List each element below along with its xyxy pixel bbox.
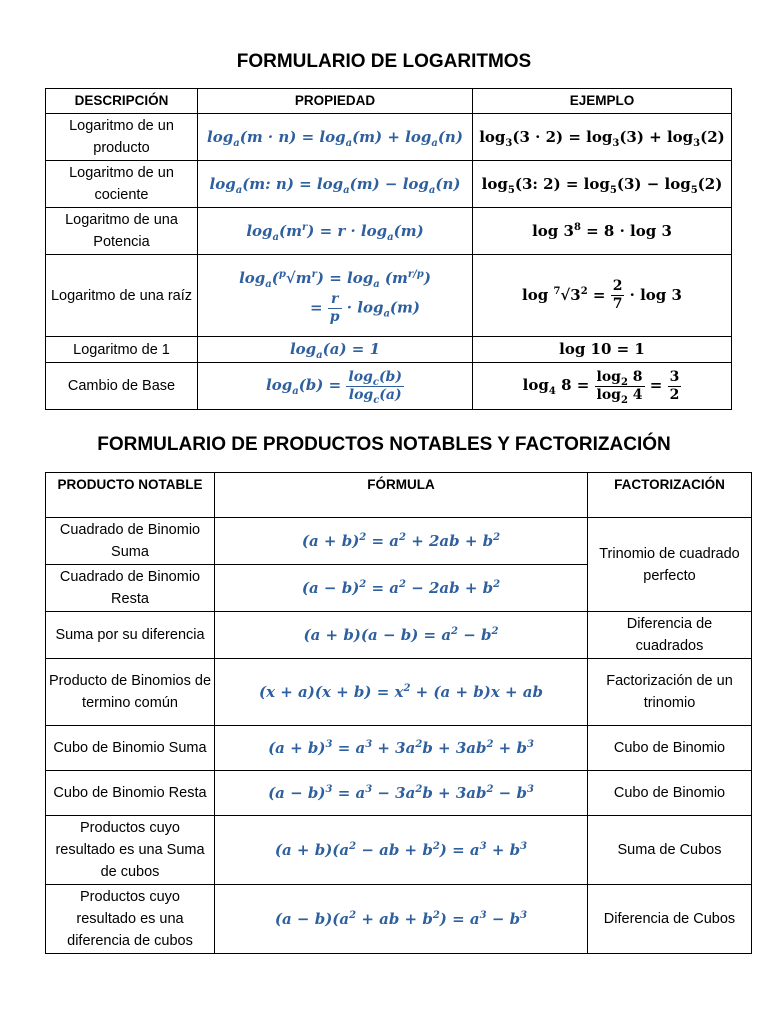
ej-cell: $\log_5(3$: $2) = \log_5(3) - \log_5(2)$ — [473, 161, 732, 208]
prop-cell: $\log_a(m^r) = r \cdot \log_a(m)$ — [198, 208, 473, 255]
table-row — [46, 161, 732, 208]
table-logaritmos — [45, 88, 732, 410]
table-row — [46, 337, 732, 363]
prop-cell: $\log_a(a) = 1$ — [198, 337, 473, 363]
desc-cell: Logaritmo de una Potencia — [46, 208, 198, 255]
title-logaritmos: FORMULARIO DE LOGARITMOS — [236, 51, 532, 72]
desc-cell: Productos cuyo resultado es una Suma de cubos — [46, 816, 215, 885]
ej-cell: $\log 3^8 = 8 \cdot \log 3$ — [473, 208, 732, 255]
desc-cell: Logaritmo de una raíz — [46, 255, 198, 337]
desc-cell: Cambio de Base — [46, 363, 198, 410]
formula-cell: $(a + b)^2 = a^2 + 2ab + b^2$ — [215, 518, 588, 565]
table-row — [46, 114, 732, 161]
header-producto-notable: PRODUCTO NOTABLE — [46, 473, 215, 518]
desc-cell: Cubo de Binomio Suma — [46, 726, 215, 771]
fact-cell: Suma de Cubos — [588, 816, 752, 885]
formula-cell: $(a - b)(a^2$ + ab + $b^2) = a^3 - b^3$ — [215, 885, 588, 954]
ej-cell: $\log_3(3 \cdot 2) = \log_3(3) + \log_3(2)$ — [473, 114, 732, 161]
formula-cell: $(a - b)^3 = a^3 - 3a^2b + 3ab^2 - b^3$ — [215, 771, 588, 816]
desc-cell: Logaritmo de un cociente — [46, 161, 198, 208]
desc-cell: Logaritmo de 1 — [46, 337, 198, 363]
header-factorizacion: FACTORIZACIÓN — [588, 473, 752, 518]
header-ejemplo: EJEMPLO — [473, 89, 732, 114]
desc-cell: Cubo de Binomio Resta — [46, 771, 215, 816]
header-propiedad: PROPIEDAD — [198, 89, 473, 114]
formula-cell: $(a + b)^3 = a^3 + 3a^2b + 3ab^2 + b^3$ — [215, 726, 588, 771]
prop-cell: $\log_a(^p√m^r) = \log_a (m^{r/p})$ = $\frac{r}{p}$ · $\log_a(m)$ — [198, 255, 473, 337]
fact-cell: Trinomio de cuadrado perfecto — [588, 518, 752, 612]
table-row — [46, 816, 752, 885]
desc-cell: Suma por su diferencia — [46, 612, 215, 659]
fact-cell: Factorización de un trinomio — [588, 659, 752, 726]
formula-cell: $(a + b)(a - b) = a^2 - b^2$ — [215, 612, 588, 659]
formula-cell: $(x + a)(x + b) = x^2 + (a + b)x$ + ab — [215, 659, 588, 726]
fact-cell: Diferencia de Cubos — [588, 885, 752, 954]
table-row — [46, 885, 752, 954]
table-row — [46, 612, 752, 659]
table-row — [46, 726, 752, 771]
table-row — [46, 208, 732, 255]
table-row — [46, 518, 752, 565]
formula-cell: $(a + b)(a^2$ − ab + $b^2) = a^3 + b^3$ — [215, 816, 588, 885]
table-row — [46, 659, 752, 726]
header-formula: FÓRMULA — [215, 473, 588, 518]
ej-cell: log 10 = 1 — [473, 337, 732, 363]
fact-cell: Cubo de Binomio — [588, 771, 752, 816]
table-row — [46, 363, 732, 410]
table-productos-notables — [45, 472, 752, 954]
desc-cell: Logaritmo de un producto — [46, 114, 198, 161]
fact-cell: Diferencia de cuadrados — [588, 612, 752, 659]
formula-cell: $(a - b)^2 = a^2 - 2ab + b^2$ — [215, 565, 588, 612]
prop-cell: $\log_a(m \cdot n) = \log_a(m) + \log_a(n)$ — [198, 114, 473, 161]
desc-cell: Cuadrado de Binomio Suma — [46, 518, 215, 565]
table-row — [46, 771, 752, 816]
title-productos-notables: FORMULARIO DE PRODUCTOS NOTABLES Y FACTORIZACIÓN — [97, 434, 671, 455]
desc-cell: Productos cuyo resultado es una diferencia de cubos — [46, 885, 215, 954]
fact-cell: Cubo de Binomio — [588, 726, 752, 771]
prop-cell: $\log_a(m$: $n) = \log_a(m) - \log_a(n)$ — [198, 161, 473, 208]
ej-cell: $\log ^7√3^2$ = $\frac{2}{7}$ · log 3 — [473, 255, 732, 337]
table-row — [46, 255, 732, 337]
desc-cell: Producto de Binomios de termino común — [46, 659, 215, 726]
ej-cell: $\log_4 8$ = $\frac{\log_2 8}{\log_2 4}$ = $\frac{3}{2}$ — [473, 363, 732, 410]
desc-cell: Cuadrado de Binomio Resta — [46, 565, 215, 612]
header-descripcion: DESCRIPCIÓN — [46, 89, 198, 114]
prop-cell: $\log_a(b)$ = $\frac{\log_c(b)}{\log_c(a)}$ — [198, 363, 473, 410]
